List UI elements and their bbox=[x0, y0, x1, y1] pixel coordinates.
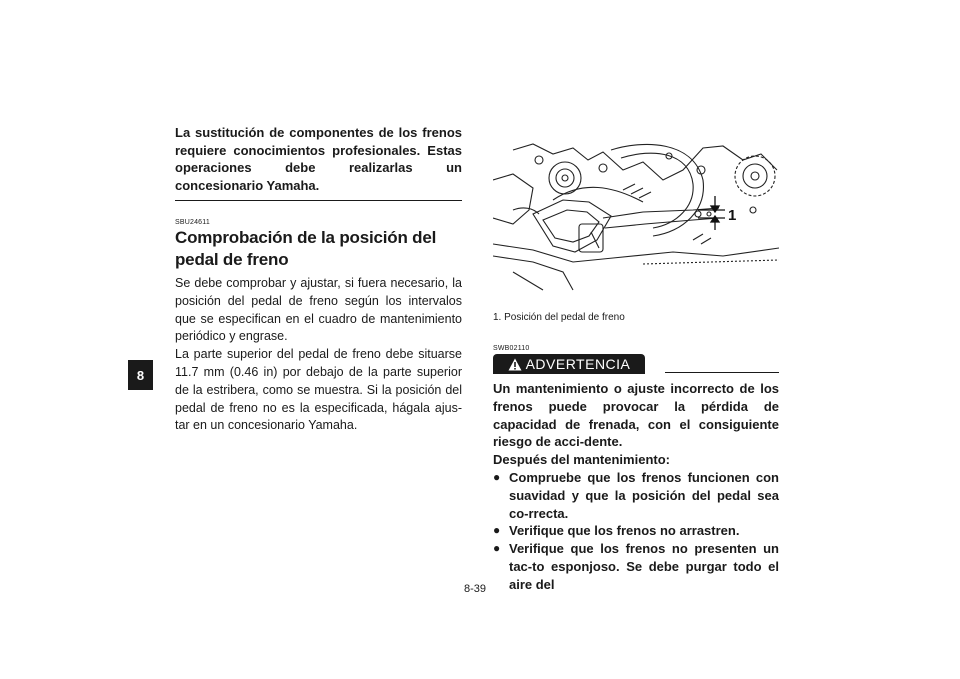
page-number: 8-39 bbox=[464, 583, 487, 595]
warning-header bbox=[493, 354, 779, 374]
warning-intro-text: La sustitución de componentes de los frenos requiere conocimientos profesionales. Estas operaciones debe realizarlas un concesionario Yamaha. bbox=[175, 125, 462, 193]
brake-pedal-figure bbox=[493, 140, 779, 292]
paragraph-2: La parte superior del pedal de freno debe situarse 11.7 mm (0.46 in) por debajo de la parte superior de la estribera, como se muestra. Si la posición del pedal de freno no es la especificada, hágala ajus-tar en un concesionario Yamaha. bbox=[175, 347, 462, 433]
figure-callout-1: 1 bbox=[728, 207, 737, 224]
warning-label bbox=[493, 354, 645, 374]
warning-rule bbox=[665, 372, 779, 373]
bullet-icon: ● bbox=[493, 541, 501, 556]
bullet-icon: ● bbox=[493, 469, 501, 484]
figure-caption: 1. Posición del pedal de freno bbox=[493, 312, 625, 323]
chapter-tab: 8 bbox=[128, 360, 153, 390]
section-code: SBU24611 bbox=[175, 219, 210, 226]
warning-text: Un mantenimiento o ajuste incorrecto de los frenos puede provocar la pérdida de capacidad de frenada, con el consiguiente riesgo de acci-dente. bbox=[493, 381, 779, 450]
warning-code: SWB02110 bbox=[493, 345, 530, 352]
list-item: ● Verifique que los frenos no presenten un tac-to esponjoso. Se debe purgar todo el aire del bbox=[493, 541, 779, 592]
list-item: ● Verifique que los frenos no arrastren. bbox=[493, 523, 740, 539]
warning-after-title: Después del mantenimiento: bbox=[493, 452, 670, 468]
bullet-icon: ● bbox=[493, 523, 501, 538]
section-title: Comprobación de la posición del pedal de freno bbox=[175, 228, 437, 269]
list-item: ● Compruebe que los frenos funcionen con suavidad y que la posición del pedal sea co-rrecta. bbox=[493, 469, 779, 521]
divider bbox=[175, 200, 462, 201]
warning-label-text: ADVERTENCIA bbox=[525, 356, 631, 372]
left-column bbox=[175, 124, 462, 435]
warning-triangle-icon bbox=[508, 358, 522, 371]
brake-pedal-illustration bbox=[493, 140, 779, 292]
warning-bullets bbox=[493, 469, 779, 594]
right-column bbox=[493, 140, 779, 594]
paragraph-1: Se debe comprobar y ajustar, si fuera necesario, la posición del pedal de freno según los intervalos que se especifican en el cuadro de mantenimiento periódico y engrase. bbox=[175, 276, 462, 344]
